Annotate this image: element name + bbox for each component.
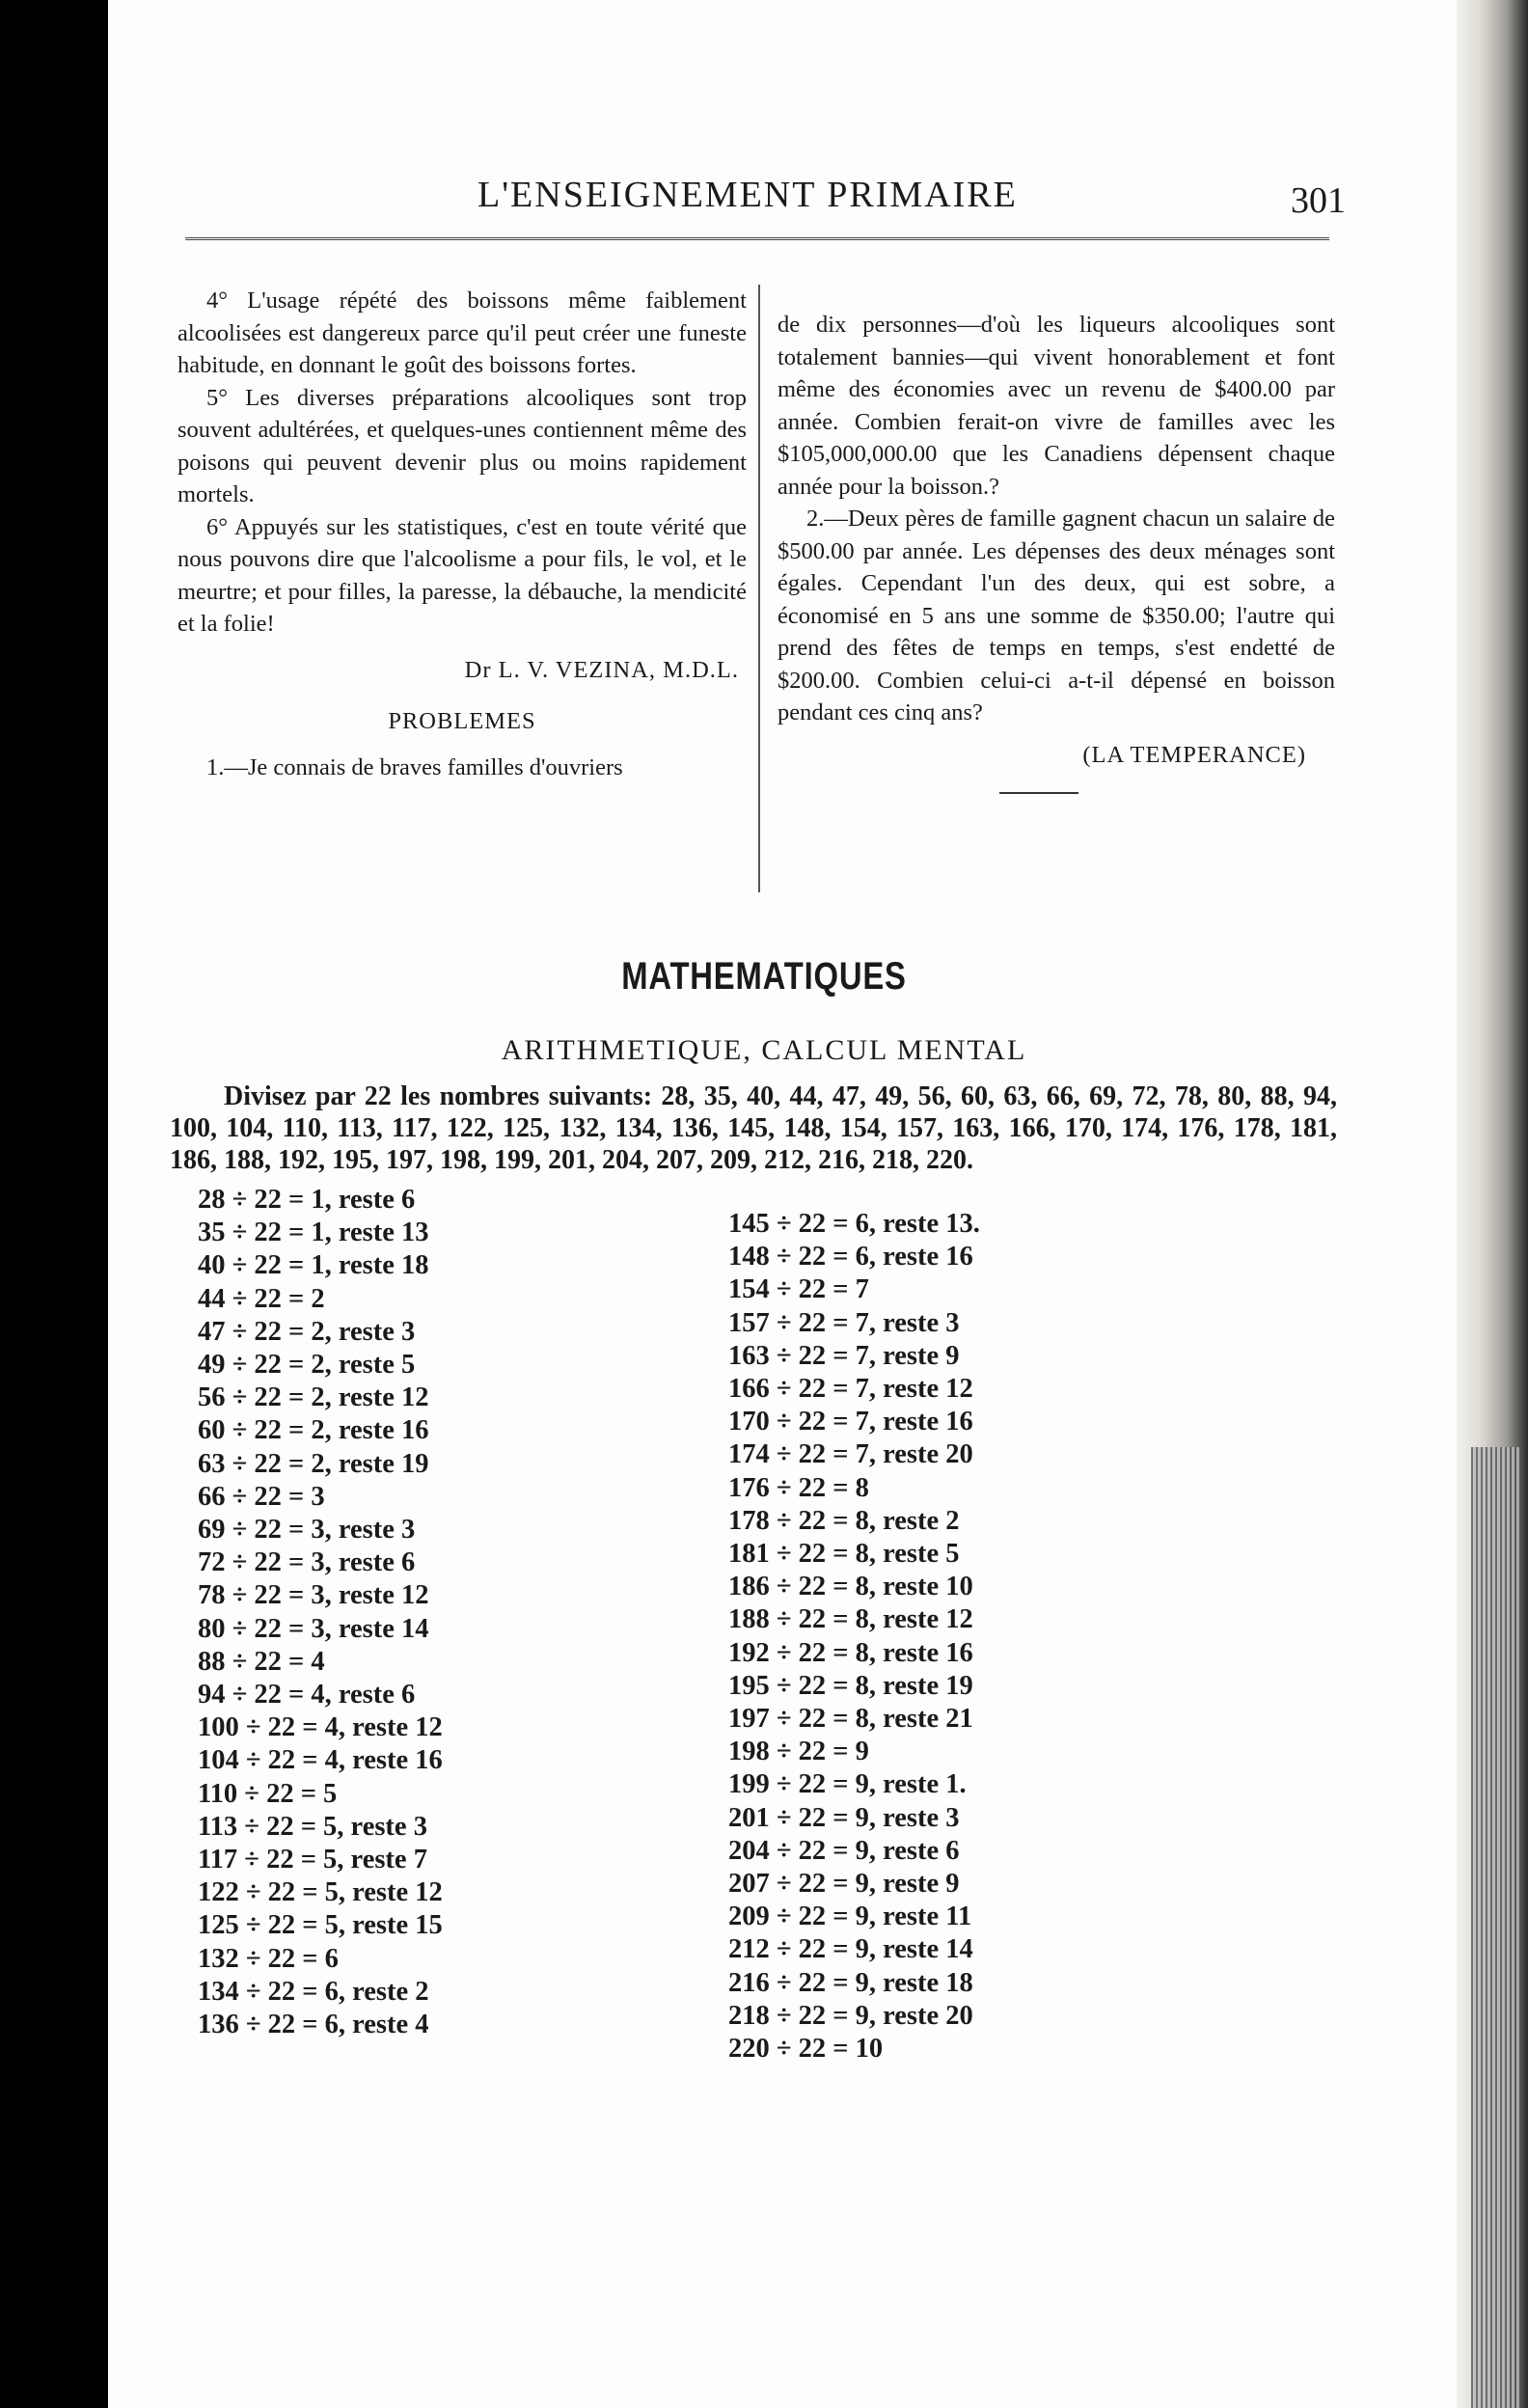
division-result: 72 ÷ 22 = 3, reste 6 (198, 1547, 416, 1578)
division-result: 63 ÷ 22 = 2, reste 19 (198, 1448, 429, 1479)
division-result: 174 ÷ 22 = 7, reste 20 (728, 1439, 973, 1470)
division-result: 198 ÷ 22 = 9 (728, 1737, 869, 1767)
division-result: 186 ÷ 22 = 8, reste 10 (728, 1572, 973, 1602)
division-result: 170 ÷ 22 = 7, reste 16 (728, 1407, 973, 1437)
division-result: 216 ÷ 22 = 9, reste 18 (728, 1967, 973, 1998)
division-result: 80 ÷ 22 = 3, reste 14 (198, 1613, 429, 1644)
right-column (778, 309, 1335, 794)
left-results-list (198, 1184, 443, 2041)
division-result: 145 ÷ 22 = 6, reste 13. (728, 1209, 980, 1239)
division-result: 104 ÷ 22 = 4, reste 16 (198, 1745, 443, 1776)
division-result: 192 ÷ 22 = 8, reste 16 (728, 1637, 973, 1668)
paragraph: de dix personnes—d'où les liqueurs alcooliques sont totalement bannies—qui vivent honorablement et font même des économies avec un revenu de $400.00 par année. Combien ferait-on vivre de familles avec les $105,000,000.00 que les Canadiens dépensent chaque année pour la boisson.? (778, 312, 1335, 500)
exercise-instruction: Divisez par 22 les nombres suivants: 28, 35, 40, 44, 47, 49, 56, 60, 63, 66, 69, 72, 78, 80, 88, 94, 100, 104, 110, 113, 117, 122, 125, 132, 134, 136, 145, 148, 154, 157, 163, 166, 170, 174, 176, 178, 181, 186, 188, 192, 195, 197, 198, 199, 201, 204, 207, 209, 212, 216, 218, 220. (170, 1081, 1337, 1175)
division-result: 209 ÷ 22 = 9, reste 11 (728, 1902, 972, 1932)
division-result: 201 ÷ 22 = 9, reste 3 (728, 1802, 960, 1833)
page-number: 301 (1291, 180, 1346, 221)
division-result: 212 ÷ 22 = 9, reste 14 (728, 1934, 973, 1965)
division-result: 47 ÷ 22 = 2, reste 3 (198, 1316, 416, 1347)
paragraph: 2.—Deux pères de famille gagnent chacun un salaire de $500.00 par année. Les dépenses des deux ménages sont égales. Cependant l'un des deux, qui est sobre, a économisé en 5 ans une somme de $350.00; l'autre qui prend des fêtes de temps en temps, s'est endetté de $200.00. Combien celui-ci a-t-il dépensé en boisson pendant ces cinq ans? (778, 506, 1335, 725)
division-result: 148 ÷ 22 = 6, reste 16 (728, 1242, 973, 1272)
division-result: 188 ÷ 22 = 8, reste 12 (728, 1604, 973, 1635)
division-result: 220 ÷ 22 = 10 (728, 2034, 884, 2065)
column-divider (758, 285, 760, 892)
division-result: 122 ÷ 22 = 5, reste 12 (198, 1877, 443, 1908)
division-result: 56 ÷ 22 = 2, reste 12 (198, 1382, 429, 1413)
stacked-page-edges (1471, 1447, 1519, 2408)
division-result: 181 ÷ 22 = 8, reste 5 (728, 1539, 960, 1570)
division-result: 113 ÷ 22 = 5, reste 3 (198, 1811, 427, 1842)
division-result: 44 ÷ 22 = 2 (198, 1283, 325, 1314)
subsection-title: ARITHMETIQUE, CALCUL MENTAL (501, 1034, 1027, 1066)
division-result: 204 ÷ 22 = 9, reste 6 (728, 1835, 960, 1866)
division-result: 176 ÷ 22 = 8 (728, 1472, 869, 1503)
division-result: 166 ÷ 22 = 7, reste 12 (728, 1374, 973, 1405)
right-results-list (728, 1208, 980, 2066)
problems-heading: PROBLEMES (388, 708, 536, 734)
division-result: 157 ÷ 22 = 7, reste 3 (728, 1307, 960, 1338)
paragraph: 4° L'usage répété des boissons même faiblement alcoolisées est dangereux parce qu'il peut créer une funeste habitude, en donnant le goût des boissons fortes. (177, 287, 747, 378)
division-result: 154 ÷ 22 = 7 (728, 1274, 869, 1305)
division-result: 69 ÷ 22 = 3, reste 3 (198, 1515, 416, 1546)
left-column (177, 285, 747, 783)
division-result: 88 ÷ 22 = 4 (198, 1646, 325, 1677)
division-result: 49 ÷ 22 = 2, reste 5 (198, 1350, 416, 1381)
division-result: 197 ÷ 22 = 8, reste 21 (728, 1704, 973, 1735)
section-title: MATHEMATIQUES (621, 955, 907, 998)
paragraph: 6° Appuyés sur les statistiques, c'est en toute vérité que nous pouvons dire que l'alcoolisme a pour fils, le vol, et le meurtre; et pour filles, la paresse, la débauche, la mendicité et la folie! (177, 513, 747, 637)
division-result: 207 ÷ 22 = 9, reste 9 (728, 1869, 960, 1900)
author-signature: Dr L. V. VEZINA, M.D.L. (464, 656, 739, 683)
division-result: 28 ÷ 22 = 1, reste 6 (198, 1185, 416, 1215)
problem-1-start: 1.—Je connais de braves familles d'ouvriers (206, 753, 623, 780)
division-result: 40 ÷ 22 = 1, reste 18 (198, 1250, 429, 1281)
division-result: 66 ÷ 22 = 3 (198, 1481, 325, 1512)
division-result: 163 ÷ 22 = 7, reste 9 (728, 1340, 960, 1371)
division-result: 35 ÷ 22 = 1, reste 13 (198, 1218, 429, 1248)
division-result: 94 ÷ 22 = 4, reste 6 (198, 1680, 416, 1710)
division-result: 136 ÷ 22 = 6, reste 4 (198, 2010, 429, 2040)
division-result: 78 ÷ 22 = 3, reste 12 (198, 1580, 429, 1611)
division-result: 195 ÷ 22 = 8, reste 19 (728, 1670, 973, 1701)
division-result: 125 ÷ 22 = 5, reste 15 (198, 1910, 443, 1941)
division-result: 132 ÷ 22 = 6 (198, 1943, 339, 1974)
division-result: 60 ÷ 22 = 2, reste 16 (198, 1415, 429, 1446)
paragraph: 5° Les diverses préparations alcooliques sont trop souvent adultérées, et quelques-unes contiennent même des poisons qui peuvent devenir plus ou moins rapidement mortels. (177, 384, 747, 507)
division-result: 218 ÷ 22 = 9, reste 20 (728, 2000, 973, 2031)
division-result: 110 ÷ 22 = 5 (198, 1778, 338, 1809)
running-title: L'ENSEIGNEMENT PRIMAIRE (478, 175, 1018, 215)
division-result: 100 ÷ 22 = 4, reste 12 (198, 1712, 443, 1743)
section-end-rule (999, 792, 1078, 794)
page-header (0, 174, 1528, 222)
division-result: 117 ÷ 22 = 5, reste 7 (198, 1845, 427, 1875)
header-rule (185, 237, 1329, 240)
source-credit: (LA TEMPERANCE) (1082, 741, 1306, 768)
division-result: 178 ÷ 22 = 8, reste 2 (728, 1505, 960, 1536)
division-result: 134 ÷ 22 = 6, reste 2 (198, 1976, 429, 2007)
division-result: 199 ÷ 22 = 9, reste 1. (728, 1769, 967, 1800)
